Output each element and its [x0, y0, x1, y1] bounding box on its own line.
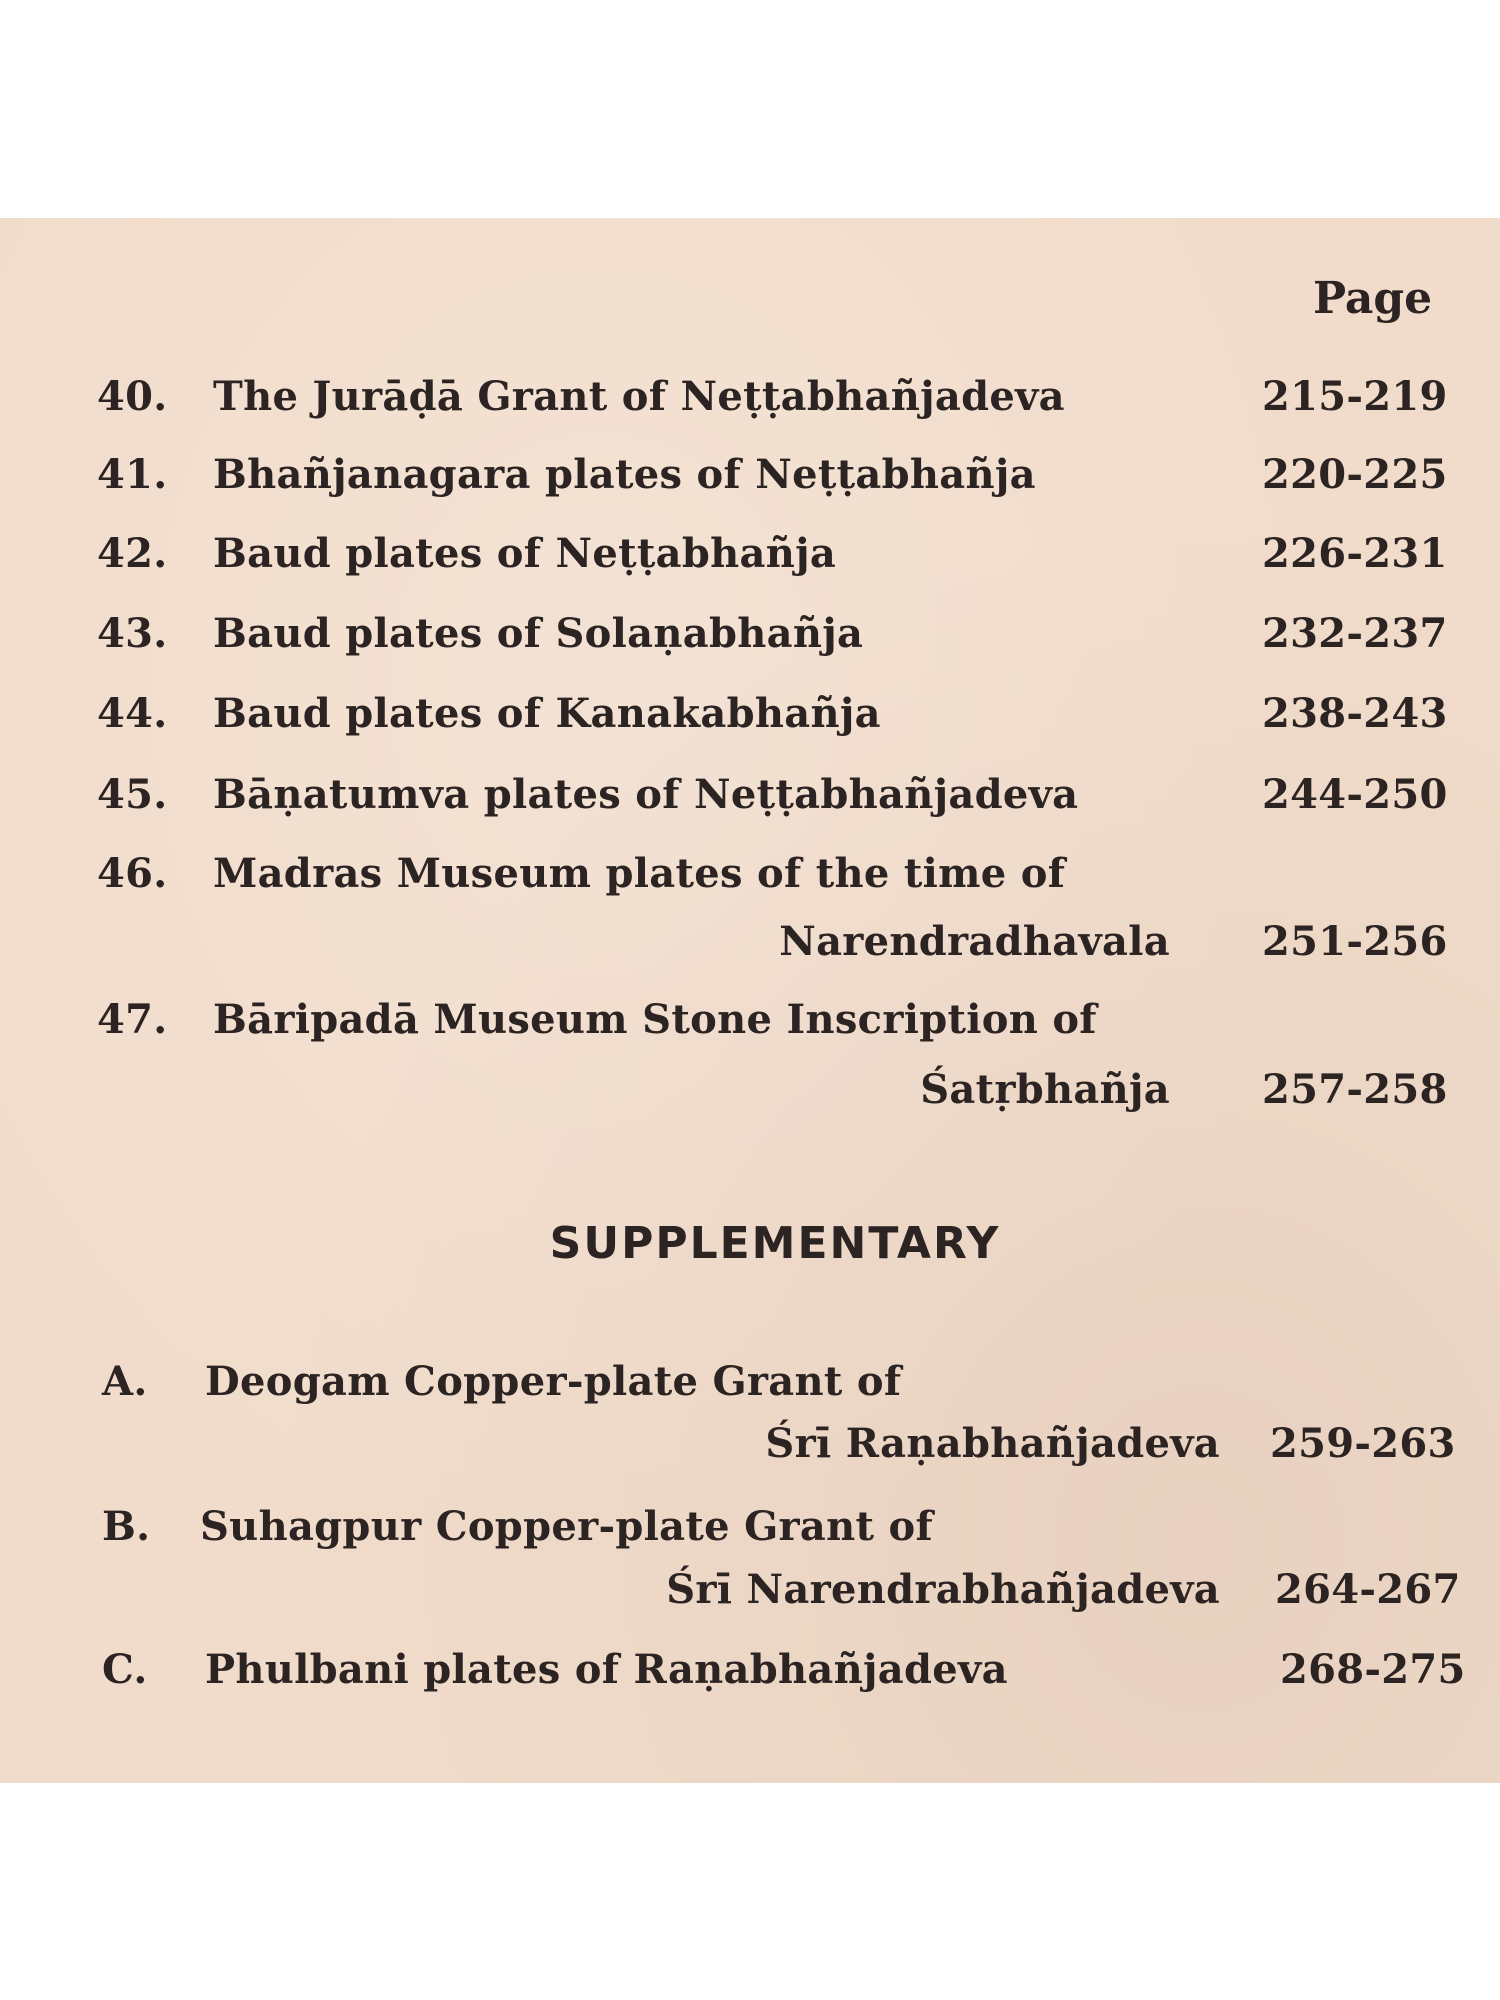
entry-title-continuation: Śrī Narendrabhañjadeva — [666, 1566, 1220, 1613]
entry-number: 40. — [97, 373, 168, 420]
entry-number: 41. — [97, 451, 168, 498]
entry-number: C. — [102, 1646, 148, 1693]
entry-title: Bhañjanagara plates of Neṭṭabhañja — [213, 451, 1036, 498]
entry-number: B. — [102, 1503, 151, 1550]
entry-title: Phulbani plates of Raṇabhañjadeva — [205, 1646, 1008, 1693]
entry-title: Bāripadā Museum Stone Inscription of — [213, 996, 1097, 1043]
page-column-heading: Page — [1313, 273, 1433, 324]
entry-number: 46. — [97, 850, 168, 897]
entry-pages: 215-219 — [1262, 373, 1448, 420]
entry-number: 47. — [97, 996, 168, 1043]
entry-pages: 220-225 — [1262, 451, 1448, 498]
entry-pages: 232-237 — [1262, 610, 1448, 657]
entry-pages: 257-258 — [1262, 1066, 1448, 1113]
entry-title: Deogam Copper-plate Grant of — [205, 1358, 902, 1405]
entry-pages: 259-263 — [1270, 1420, 1456, 1467]
supplementary-heading: SUPPLEMENTARY — [549, 1218, 1001, 1269]
entry-title: Baud plates of Solaṇabhañja — [213, 610, 864, 657]
entry-number: 43. — [97, 610, 168, 657]
entry-title: Bāṇatumva plates of Neṭṭabhañjadeva — [213, 771, 1079, 818]
entry-pages: 226-231 — [1262, 530, 1448, 577]
entry-title: The Jurāḍā Grant of Neṭṭabhañjadeva — [213, 373, 1065, 420]
entry-title-continuation: Śrī Raṇabhañjadeva — [765, 1420, 1220, 1467]
entry-title-continuation: Śatṛbhañja — [920, 1066, 1170, 1113]
entry-pages: 238-243 — [1262, 690, 1448, 737]
entry-title-continuation: Narendradhavala — [779, 918, 1170, 965]
entry-title: Baud plates of Kanakabhañja — [213, 690, 881, 737]
entry-pages: 251-256 — [1262, 918, 1448, 965]
entry-pages: 268-275 — [1280, 1646, 1466, 1693]
entry-pages: 244-250 — [1262, 771, 1448, 818]
entry-number: 44. — [97, 690, 168, 737]
entry-pages: 264-267 — [1275, 1566, 1461, 1613]
entry-title: Suhagpur Copper-plate Grant of — [200, 1503, 934, 1550]
entry-number: A. — [102, 1358, 148, 1405]
entry-title: Baud plates of Neṭṭabhañja — [213, 530, 837, 577]
entry-title: Madras Museum plates of the time of — [213, 850, 1066, 897]
book-page — [0, 218, 1500, 1783]
entry-number: 45. — [97, 771, 168, 818]
entry-number: 42. — [97, 530, 168, 577]
